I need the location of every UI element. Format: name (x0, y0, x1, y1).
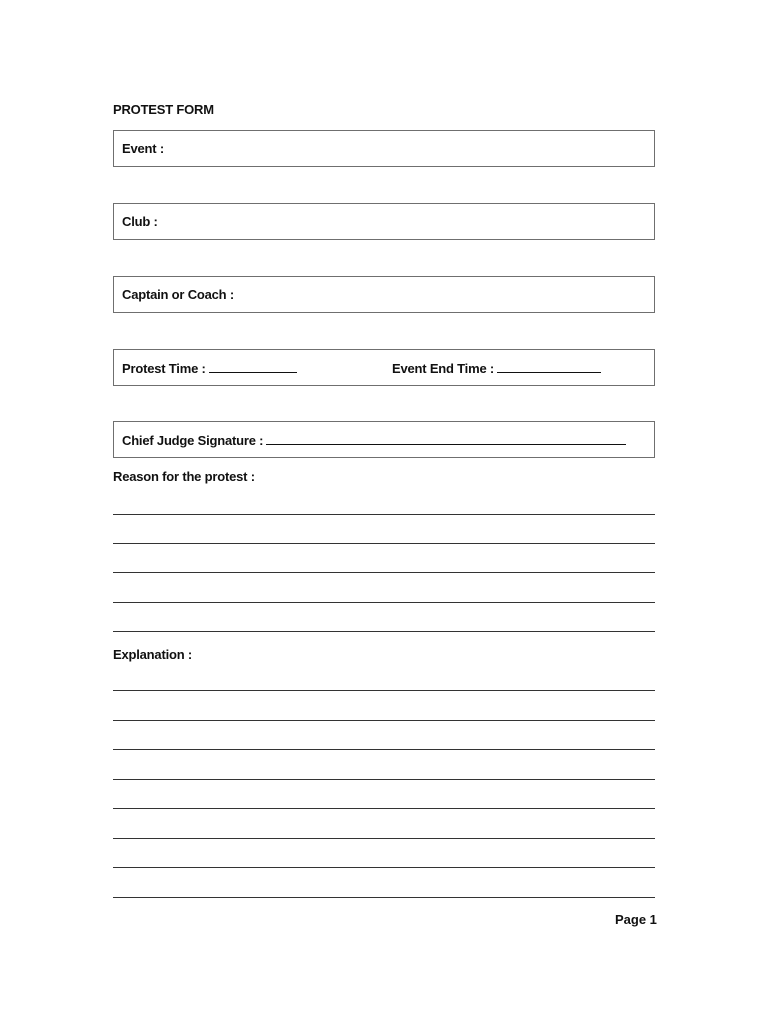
page-number: Page 1 (615, 912, 657, 927)
event-end-time-blank[interactable] (497, 360, 601, 373)
event-end-time-label: Event End Time : (392, 361, 495, 376)
explanation-line[interactable] (113, 867, 655, 868)
chief-judge-field[interactable] (122, 432, 626, 448)
captain-label: Captain or Coach : (122, 287, 234, 302)
reason-line[interactable] (113, 572, 655, 573)
chief-judge-label: Chief Judge Signature : (122, 433, 264, 448)
reason-line[interactable] (113, 631, 655, 632)
club-box[interactable] (113, 203, 655, 240)
explanation-label: Explanation : (113, 647, 193, 662)
event-box[interactable] (113, 130, 655, 167)
reason-line[interactable] (113, 602, 655, 603)
explanation-line[interactable] (113, 749, 655, 750)
reason-label: Reason for the protest : (113, 469, 255, 484)
captain-box[interactable] (113, 276, 655, 313)
explanation-line[interactable] (113, 897, 655, 898)
protest-time-field[interactable] (122, 360, 297, 376)
reason-line[interactable] (113, 514, 655, 515)
chief-judge-signature-blank[interactable] (266, 432, 626, 445)
explanation-line[interactable] (113, 720, 655, 721)
club-label: Club : (122, 214, 158, 229)
page-title: PROTEST FORM (113, 102, 214, 117)
explanation-line[interactable] (113, 808, 655, 809)
protest-time-blank[interactable] (209, 360, 297, 373)
explanation-line[interactable] (113, 779, 655, 780)
time-box (113, 349, 655, 386)
event-label: Event : (122, 141, 164, 156)
event-end-time-field[interactable] (392, 360, 601, 376)
reason-line[interactable] (113, 543, 655, 544)
chief-judge-box (113, 421, 655, 458)
explanation-line[interactable] (113, 690, 655, 691)
explanation-line[interactable] (113, 838, 655, 839)
protest-time-label: Protest Time : (122, 361, 206, 376)
